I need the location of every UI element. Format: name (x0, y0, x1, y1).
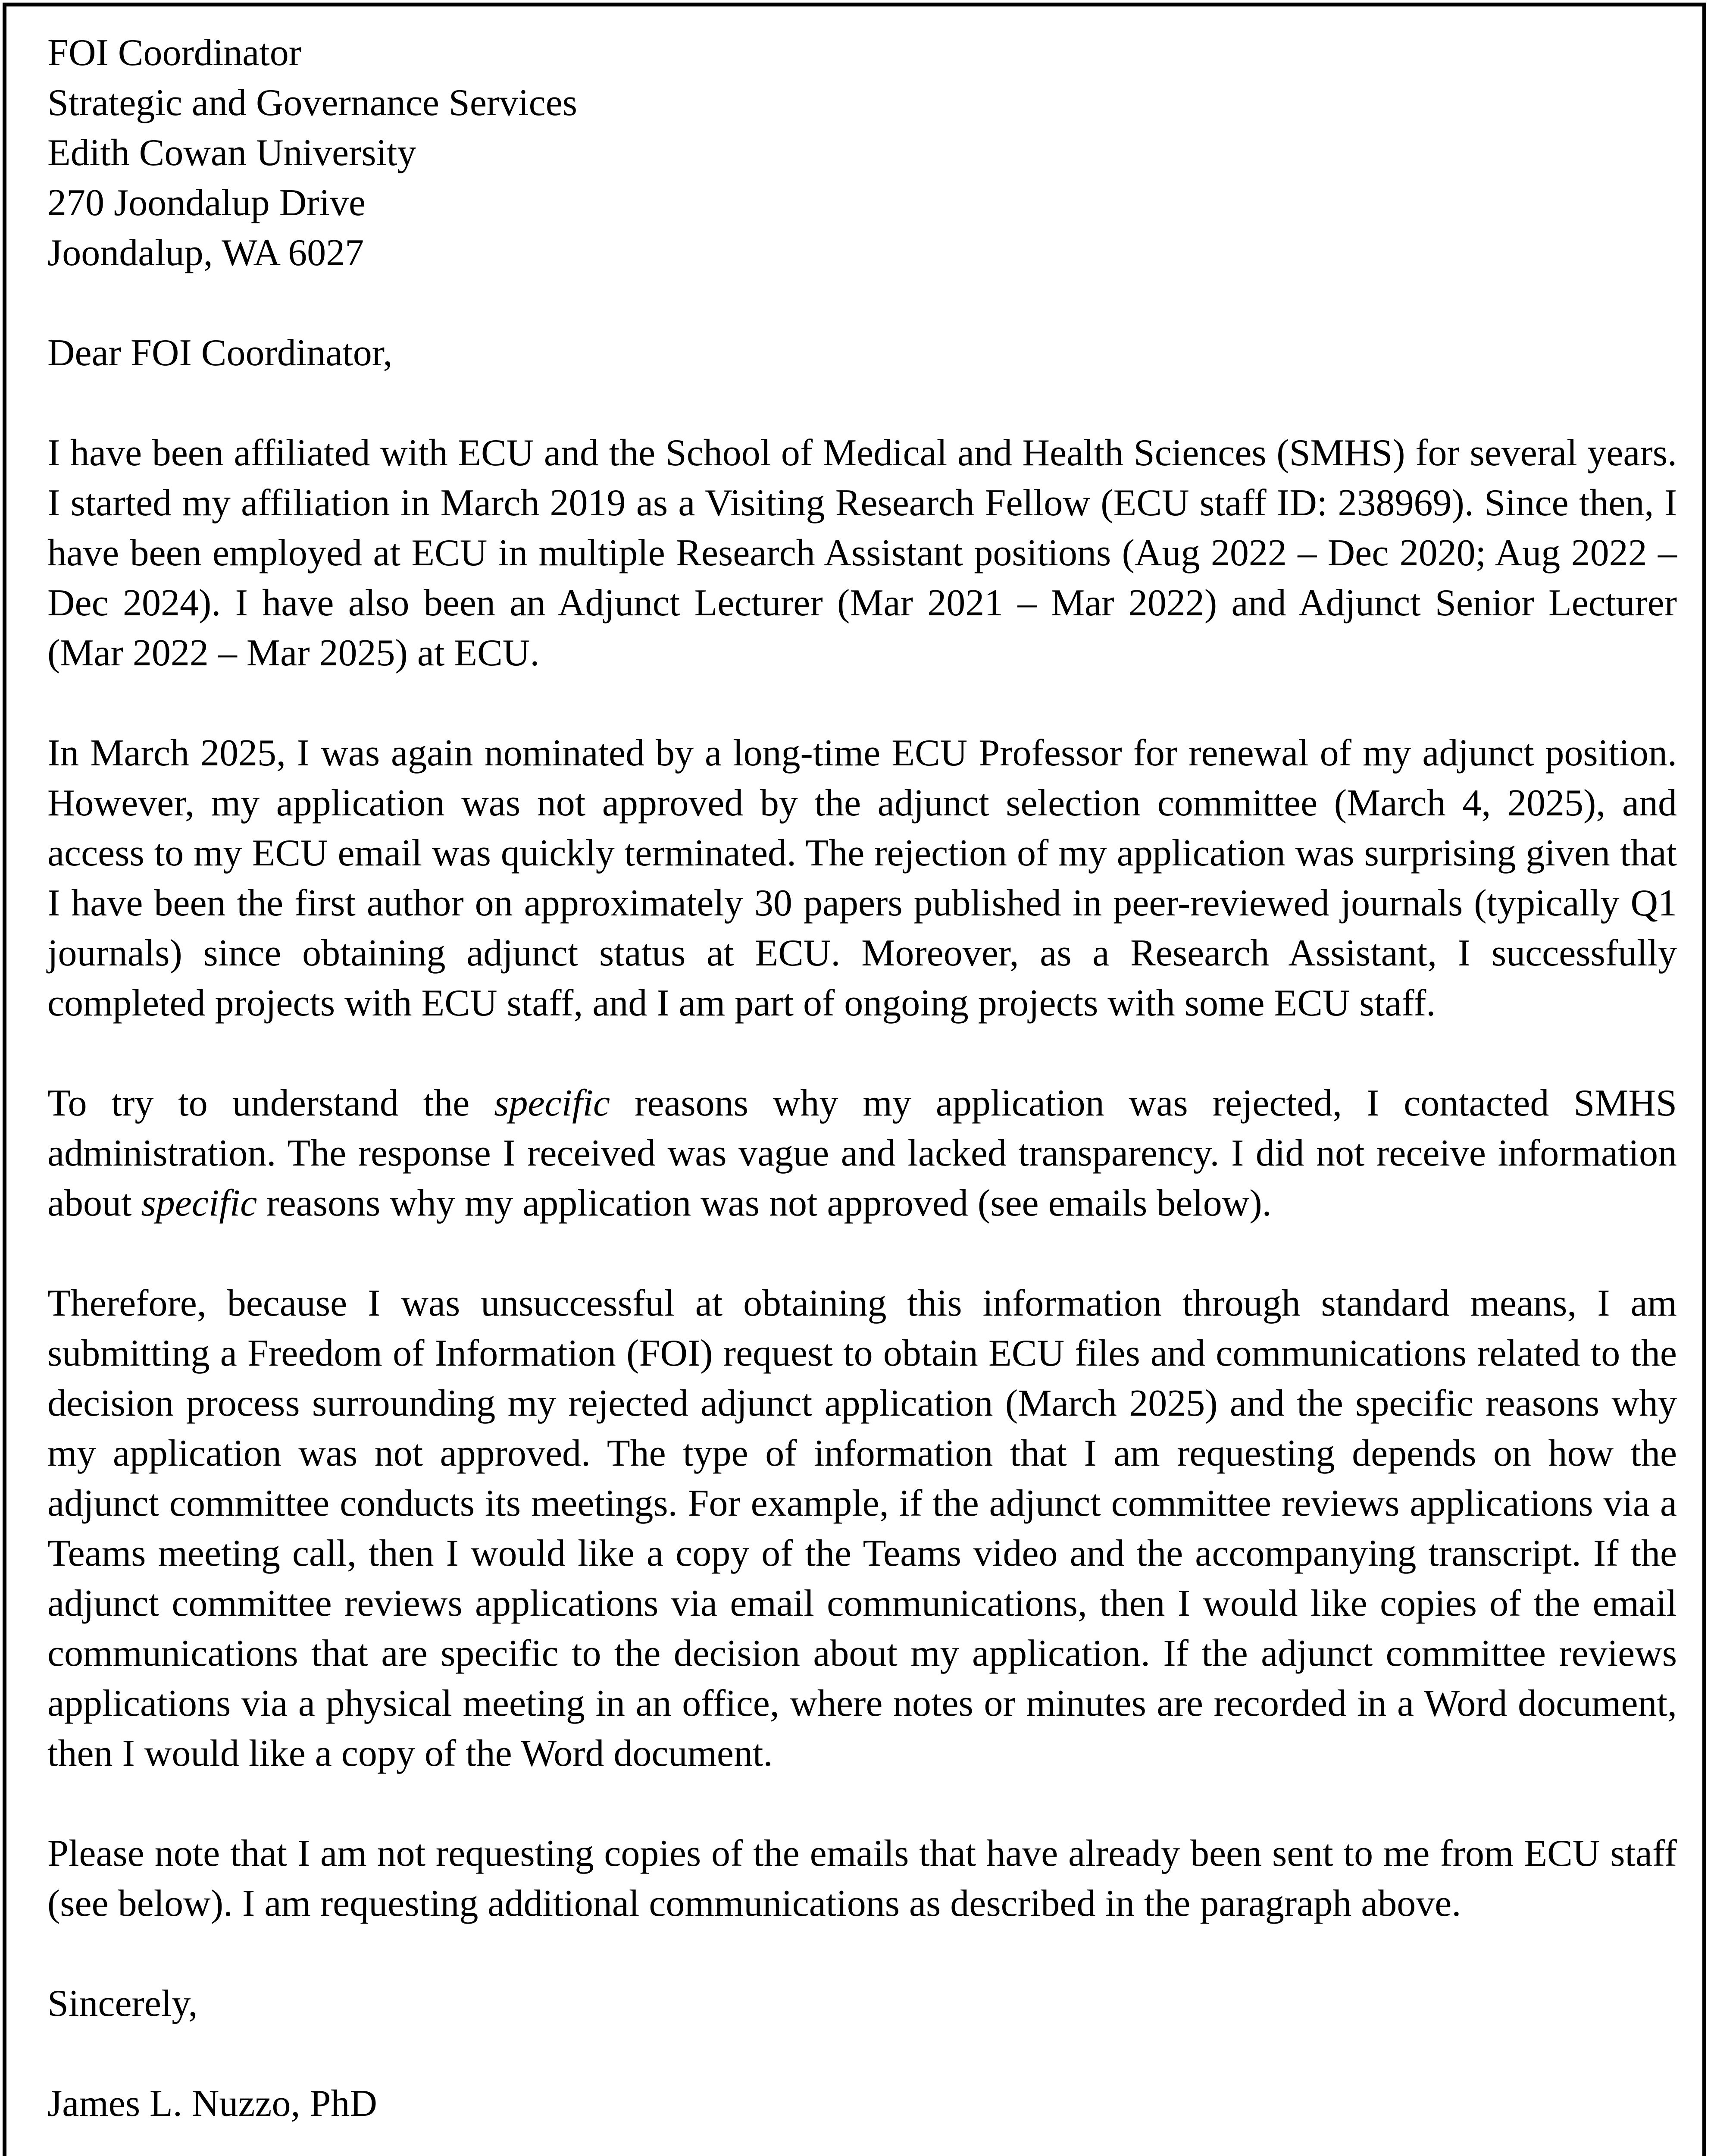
paragraph-foi-request: Therefore, because I was unsuccessful at obtaining this information through standard means, I am submitting a Freedom of Information (FOI) request to obtain ECU files and communications related to the decision process surrounding my rejected adjunct application (March 2025) and the specific reasons why my application was not approved. The type of information that I am requesting depends on how the adjunct committee conducts its meetings. For example, if the adjunct committee reviews applications via a Teams meeting call, then I would like a copy of the Teams video and the accompanying transcript. If the adjunct committee reviews applications via email communications, then I would like copies of the email communications that are specific to the decision about my application. If the adjunct committee reviews applications via a physical meeting in an office, where notes or minutes are recorded in a Word document, then I would like a copy of the Word document. (47, 1282, 1677, 1774)
paragraph-affiliation: I have been affiliated with ECU and the School of Medical and Health Sciences (SMHS) for several years. I started my affiliation in March 2019 as a Visiting Research Fellow (ECU staff ID: 238969). Since then, I have been employed at ECU in multiple Research Assistant positions (Aug 2022 – Dec 2020; Aug 2022 – Dec 2024). I have also been an Adjunct Lecturer (Mar 2021 – Mar 2022) and Adjunct Senior Lecturer (Mar 2022 – Mar 2025) at ECU. (47, 432, 1677, 674)
paragraph-reasons (47, 1078, 1677, 1228)
reasons-text-1: To try to understand the (47, 1082, 494, 1124)
closing: Sincerely, (47, 1983, 198, 2024)
letter-body (47, 28, 1677, 2129)
reasons-emphasis-2: specific (141, 1182, 257, 1224)
salutation: Dear FOI Coordinator, (47, 332, 393, 374)
reasons-text-3: reasons why my application was not approved (see emails below). (257, 1182, 1272, 1224)
letter-page (3, 3, 1706, 2156)
paragraph-note: Please note that I am not requesting copies of the emails that have already been sent to me from ECU staff (see below). I am requesting additional communications as described in the paragraph above. (47, 1833, 1677, 1924)
address-line-university: Edith Cowan University (47, 132, 416, 174)
address-line-street: 270 Joondalup Drive (47, 182, 366, 224)
reasons-emphasis-1: specific (494, 1082, 610, 1124)
address-line-department: Strategic and Governance Services (47, 82, 578, 124)
paragraph-rejection: In March 2025, I was again nominated by a long-time ECU Professor for renewal of my adjunct position. However, my application was not approved by the adjunct selection committee (March 4, 2025), and access to my ECU email was quickly terminated. The rejection of my application was surprising given that I have been the first author on approximately 30 papers published in peer-reviewed journals (typically Q1 journals) since obtaining adjunct status at ECU. Moreover, as a Research Assistant, I successfully completed projects with ECU staff, and I am part of ongoing projects with some ECU staff. (47, 732, 1677, 1024)
address-line-city: Joondalup, WA 6027 (47, 232, 364, 274)
signature: James L. Nuzzo, PhD (47, 2083, 377, 2125)
reasons-text-2: reasons why my application was rejected, I contacted SMHS administration. The response I received was vague and lacked transparency. I did not receive information about (47, 1082, 1677, 1224)
address-line-recipient-title: FOI Coordinator (47, 32, 302, 74)
recipient-address (47, 28, 1677, 278)
